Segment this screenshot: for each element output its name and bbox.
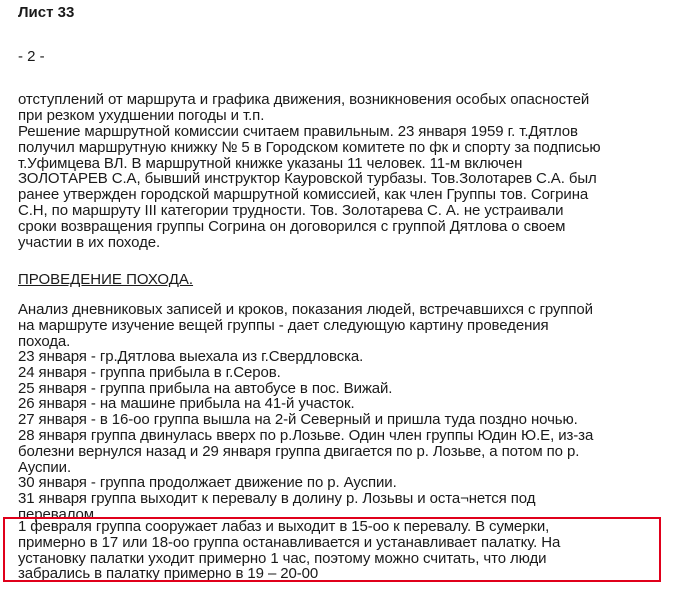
paragraph-line: ранее утвержден городской маршрутной комиссией, как член Группы тов. Согрина — [18, 186, 589, 204]
decision-paragraph — [18, 124, 668, 250]
timeline-entry: 31 января группа выходит к перевалу в долину р. Лозьвы и оста¬нется под — [18, 490, 536, 508]
paragraph-line: участии в их походе. — [18, 233, 161, 251]
sheet-title: Лист 33 — [18, 4, 75, 21]
timeline-list — [18, 349, 668, 523]
timeline-entry: болезни вернулся назад и 29 января группа двигается по р. Лозьве, а потом по р. — [18, 442, 580, 460]
paragraph-line: получил маршрутную книжку № 5 в Городском комитете по фк и спорту за подписью — [18, 138, 601, 156]
timeline-entry: Ауспии. — [18, 458, 72, 476]
timeline-entry: 30 января - группа продолжает движение по р. Ауспии. — [18, 474, 397, 492]
paragraph-line: Анализ дневниковых записей и кроков, показания людей, встречавшихся с группой — [18, 301, 593, 318]
paragraph-line: т.Уфимцева ВЛ. В маршрутной книжке указаны 11 человек. 11-м включен — [18, 154, 523, 172]
paragraph-line: отступлений от маршрута и графика движения, возникновения особых опасностей — [18, 91, 590, 108]
paragraph-line: похода. — [18, 332, 71, 350]
analysis-paragraph — [18, 302, 668, 349]
paragraph-line: ЗОЛОТАРЕВ С.А, бывший инструктор Кауровской турбазы. Тов.Золотарев С.А. был — [18, 170, 597, 188]
highlighted-line: примерно в 17 или 18-оо группа останавливается и устанавливает палатку. На — [18, 533, 561, 551]
highlighted-line: забрались в палатку примерно в 19 – 20-00 — [18, 565, 319, 583]
timeline-entry: 27 января - в 16-оо группа вышла на 2-й Северный и пришла туда поздно ночью. — [18, 411, 578, 429]
highlighted-line: установку палатки уходит примерно 1 час, поэтому можно считать, что люди — [18, 549, 547, 567]
page-number: - 2 - — [18, 48, 45, 65]
timeline-entry: 23 января - гр.Дятлова выехала из г.Свердловска. — [18, 348, 364, 365]
timeline-entry: 28 января группа двинулась вверх по р.Лозьве. Один член группы Юдин Ю.Е, из-за — [18, 426, 594, 444]
paragraph-line: на маршруте изучение вещей группы - дает следующую картину проведения — [18, 316, 549, 334]
paragraph-line: сроки возвращения группы Согрина он договорился с группой Дятлова о своем — [18, 217, 566, 235]
timeline-entry: 26 января - на машине прибыла на 41-й участок. — [18, 395, 355, 413]
paragraph-line: при резком ухудшении погоды и т.п. — [18, 106, 265, 124]
timeline-entry: перевалом. — [18, 505, 99, 523]
timeline-entry: 24 января - группа прибыла в г.Серов. — [18, 363, 281, 381]
section-heading: ПРОВЕДЕНИЕ ПОХОДА. — [18, 271, 194, 288]
paragraph-line: С.Н, по маршруту III категории трудности. Тов. Золотарева С. А. не устраивали — [18, 201, 564, 219]
timeline-entry: 25 января - группа прибыла на автобусе в пос. Вижай. — [18, 379, 393, 397]
highlighted-line: 1 февраля группа сооружает лабаз и выходит в 15-оо к перевалу. В сумерки, — [18, 518, 550, 535]
paragraph-line: Решение маршрутной комиссии считаем правильным. 23 января 1959 г. т.Дятлов — [18, 123, 578, 140]
intro-paragraph — [18, 92, 668, 124]
highlighted-entry — [18, 519, 668, 582]
